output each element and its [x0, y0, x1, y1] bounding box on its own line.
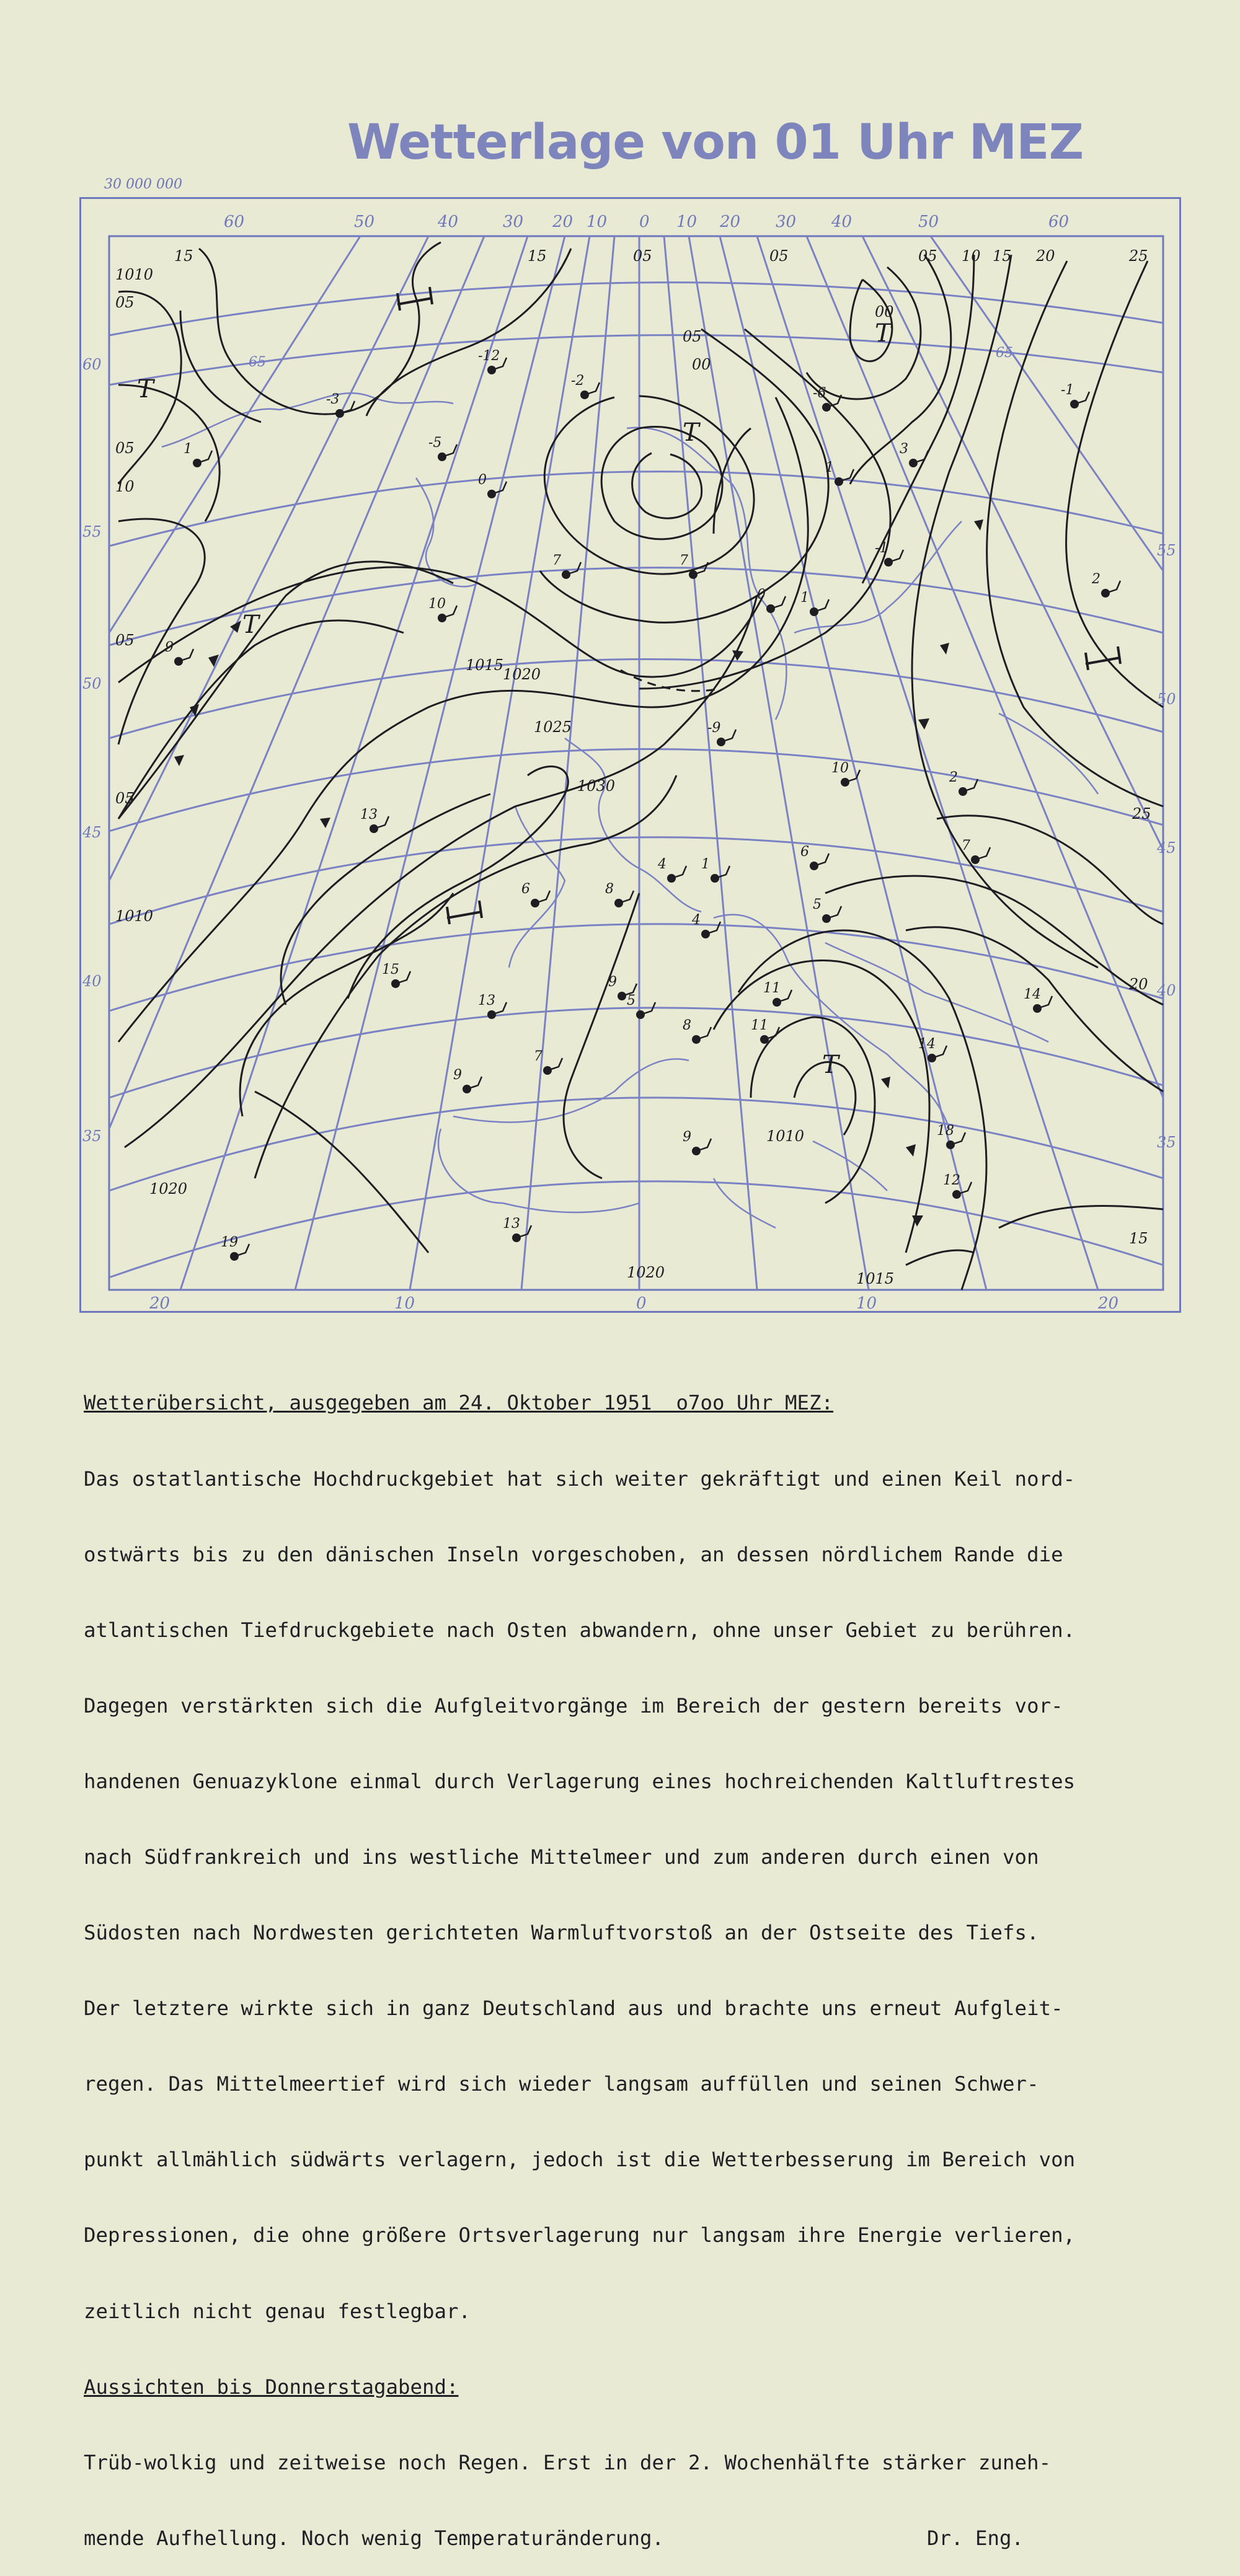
weather-stations: [165, 348, 1120, 1261]
isobar-label: 15: [993, 247, 1012, 265]
outlook-line-with-signature: [84, 2526, 1181, 2551]
isobar-label: 05: [115, 294, 135, 311]
report-line: punkt allmählich südwärts verlagern, jedoch ist die Wetterbesserung im Bereich von: [84, 2148, 1076, 2172]
station-temperature: 2: [1092, 571, 1100, 587]
weather-map: [79, 197, 1181, 1313]
station-temperature: 9: [453, 1067, 462, 1083]
station-temperature: 1: [800, 590, 809, 606]
grid-label: 65: [249, 355, 266, 370]
station-temperature: 10: [831, 761, 849, 776]
longitude-label-bottom: 10: [856, 1294, 877, 1311]
station-temperature: 13: [478, 993, 495, 1008]
outlook-line: Trüb-wolkig und zeitweise noch Regen. Erst in der 2. Wochenhälfte stärker zuneh-: [84, 2450, 1052, 2474]
station-temperature: 7: [962, 838, 970, 854]
station-temperature: -2: [571, 373, 585, 389]
station-temperature: 1: [825, 460, 834, 475]
station-temperature: 11: [763, 981, 781, 996]
isobar-label: 25: [1129, 247, 1148, 265]
front-symbols: [174, 519, 983, 1227]
station-temperature: 14: [918, 1036, 936, 1052]
latitude-label-right: 45: [1157, 839, 1176, 857]
isobar-label: 05: [683, 328, 702, 345]
station-temperature: -1: [875, 540, 888, 556]
isobar-label: 1020: [503, 666, 541, 683]
low-pressure-center: T: [242, 611, 259, 639]
report-line: zeitlich nicht genau festlegbar.: [84, 2299, 471, 2323]
report-line: Dagegen verstärkten sich die Aufgleitvorgänge im Bereich der gestern bereits vor-: [84, 1693, 1063, 1718]
isobar-label: 15: [528, 247, 547, 265]
report-line: nach Südfrankreich und ins westliche Mittelmeer und zum anderen durch einen von: [84, 1845, 1039, 1869]
isobar-label: 05: [633, 247, 652, 265]
isobar-label: 20: [1036, 247, 1055, 265]
report-line: regen. Das Mittelmeertief wird sich wieder langsam auffüllen und seinen Schwer-: [84, 2072, 1039, 2096]
longitude-label-top: 10: [676, 213, 698, 231]
longitude-label-bottom: 0: [636, 1294, 647, 1311]
station-temperature: 5: [627, 993, 636, 1008]
longitude-label-bottom: 20: [1098, 1294, 1119, 1311]
longitude-label-bottom: 10: [394, 1294, 415, 1311]
outlook-heading: Aussichten bis Donnerstagabend:: [84, 2375, 459, 2399]
isobar-label: 05: [115, 439, 135, 457]
latitude-label-right: 35: [1157, 1134, 1176, 1151]
report-line: Depressionen, die ohne größere Ortsverlagerung nur langsam ihre Energie verlieren,: [84, 2223, 1076, 2247]
low-pressure-center: T: [822, 1051, 839, 1079]
latitude-label-left: 35: [82, 1127, 102, 1145]
longitude-label-top: 0: [639, 213, 650, 231]
report-heading: Wetterübersicht, ausgegeben am 24. Oktober 1951 o7oo Uhr MEZ:: [84, 1391, 834, 1415]
station-temperature: -3: [326, 392, 340, 407]
map-scale-label: 30 000 000: [104, 177, 182, 192]
isobar-label: 1015: [466, 656, 504, 674]
isobar-label: 20: [1129, 976, 1148, 993]
trough-line: [621, 670, 720, 691]
low-pressure-center: T: [875, 319, 892, 348]
station-temperature: 12: [943, 1173, 960, 1188]
isobar-label: 15: [1129, 1230, 1148, 1247]
longitude-label-top: 40: [438, 213, 459, 231]
station-temperature: 6: [521, 881, 530, 897]
isobar-label: 00: [875, 303, 894, 320]
isobar-label: 1010: [115, 266, 154, 283]
longitude-label-top: 30: [503, 213, 524, 231]
station-temperature: -5: [428, 435, 442, 451]
report-line: Das ostatlantische Hochdruckgebiet hat sich weiter gekräftigt und einen Keil nord-: [84, 1467, 1076, 1491]
longitude-label-top: 50: [918, 213, 939, 231]
isobar-label: 1025: [534, 718, 572, 736]
station-temperature: 1: [184, 441, 192, 457]
station-temperature: 11: [751, 1018, 768, 1033]
isobar-label: 1020: [149, 1180, 188, 1198]
isobar-label: 1015: [856, 1270, 895, 1287]
signature: Dr. Eng.: [927, 2526, 1024, 2550]
longitude-label-top: 10: [587, 213, 608, 231]
isobar-label: 1010: [766, 1127, 805, 1145]
longitude-label-top: 20: [720, 213, 741, 231]
station-temperature: 7: [534, 1049, 542, 1064]
station-temperature: 7: [552, 553, 561, 568]
station-temperature: 9: [608, 974, 617, 990]
station-temperature: 6: [800, 844, 809, 860]
station-temperature: 4: [692, 912, 701, 928]
isobar-label: 1010: [115, 907, 154, 925]
isobar-label: 05: [918, 247, 937, 265]
isobar-label: 05: [769, 247, 789, 265]
low-pressure-center: T: [683, 418, 699, 447]
longitude-label-top: 60: [224, 213, 245, 231]
station-temperature: 2: [949, 770, 958, 785]
station-temperature: -9: [707, 720, 721, 736]
station-temperature: 0: [478, 472, 487, 488]
isobar-label: 1030: [577, 777, 616, 795]
high-pressure-center-symbol: [1086, 646, 1120, 670]
latitude-label-left: 50: [82, 675, 102, 692]
longitude-label-top: 60: [1048, 213, 1070, 231]
station-temperature: 3: [900, 441, 908, 457]
station-temperature: 13: [360, 807, 378, 823]
station-temperature: 9: [683, 1129, 691, 1145]
stamp-title: Wetterlage von 01 Uhr MEZ: [347, 115, 1084, 170]
station-temperature: 8: [683, 1018, 691, 1033]
station-temperature: -12: [478, 348, 500, 364]
station-temperature: -6: [813, 386, 826, 401]
isobar-label: 05: [115, 790, 135, 807]
station-temperature: 0: [757, 587, 766, 602]
longitude-label-top: 40: [831, 213, 852, 231]
latitude-label-left: 45: [82, 824, 102, 841]
report-line: Südosten nach Nordwesten gerichteten Warmluftvorstoß an der Ostseite des Tiefs.: [84, 1921, 1039, 1945]
latitude-label-left: 55: [82, 523, 102, 540]
longitude-label-top: 30: [776, 213, 797, 231]
station-temperature: 15: [382, 962, 399, 977]
station-temperature: 8: [605, 881, 614, 897]
longitude-label-bottom: 20: [149, 1294, 170, 1311]
weather-map-svg: [81, 199, 1179, 1311]
latitude-label-right: 55: [1157, 542, 1176, 559]
report-line: ostwärts bis zu den dänischen Inseln vorgeschoben, an dessen nördlichem Rande die: [84, 1542, 1063, 1566]
latitude-label-left: 60: [82, 356, 102, 373]
report-line: atlantischen Tiefdruckgebiete nach Osten abwandern, ohne unser Gebiet zu berühren.: [84, 1618, 1076, 1642]
high-pressure-center-symbol: [397, 287, 432, 311]
latitude-lines: [109, 283, 1163, 1277]
isobar-label: 10: [115, 478, 135, 495]
station-temperature: -1: [1061, 382, 1074, 398]
isobar-label: 05: [115, 632, 135, 649]
grid-label: 65: [996, 345, 1013, 361]
station-temperature: 9: [165, 640, 174, 655]
report-line: handenen Genuazyklone einmal durch Verlagerung eines hochreichenden Kaltluftrestes: [84, 1769, 1076, 1793]
isobar-label: 15: [174, 247, 193, 265]
station-temperature: 18: [937, 1123, 954, 1139]
weather-report: [84, 1340, 1181, 2576]
station-temperature: 4: [658, 857, 666, 872]
outlook-line: mende Aufhellung. Noch wenig Temperaturänderung.: [84, 2526, 665, 2550]
station-temperature: 5: [813, 897, 822, 912]
high-pressure-center: [447, 942, 448, 943]
coastlines: [162, 393, 1098, 1228]
station-temperature: 7: [680, 553, 688, 568]
station-temperature: 13: [503, 1216, 520, 1232]
longitude-label-top: 50: [354, 213, 375, 231]
station-temperature: 14: [1024, 987, 1041, 1002]
latitude-label-right: 40: [1157, 982, 1176, 999]
latitude-label-right: 50: [1157, 690, 1176, 708]
station-temperature: 10: [428, 596, 446, 612]
latitude-label-left: 40: [82, 973, 102, 990]
isobar-label: 1020: [627, 1264, 665, 1281]
isobar-label: 00: [692, 356, 711, 373]
map-labels: [82, 213, 1176, 1311]
low-pressure-center: T: [137, 375, 154, 404]
station-temperature: 1: [701, 857, 710, 872]
isobars: [118, 242, 1163, 1290]
longitude-label-top: 20: [552, 213, 574, 231]
report-line: Der letztere wirkte sich in ganz Deutschland aus und brachte uns erneut Aufgleit-: [84, 1996, 1063, 2021]
isobar-label: 10: [962, 247, 981, 265]
isobar-label: 25: [1132, 805, 1151, 823]
station-temperature: 19: [221, 1235, 238, 1250]
